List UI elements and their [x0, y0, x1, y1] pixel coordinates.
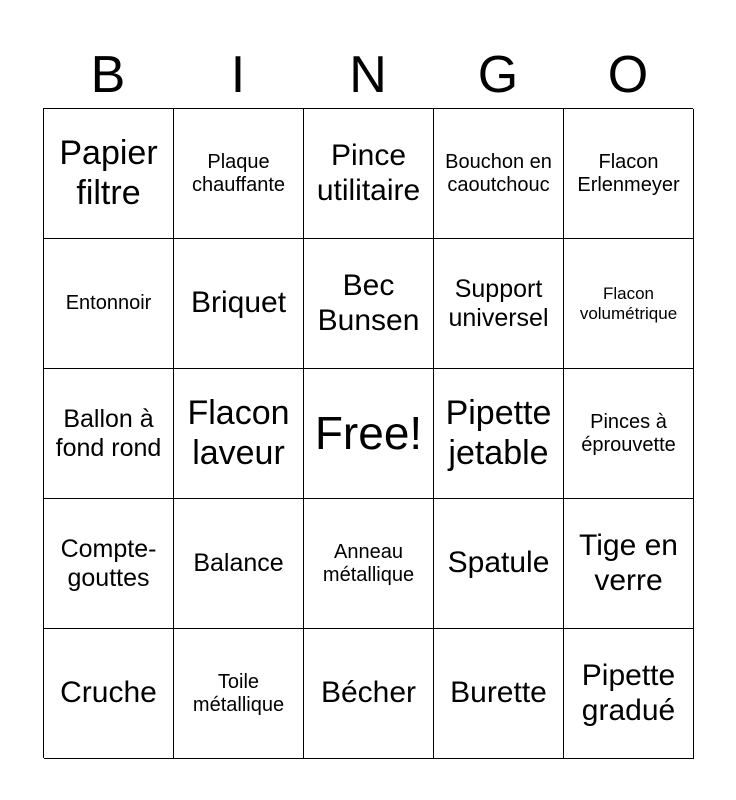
cell-label: Ballon à fond rond: [55, 404, 162, 462]
bingo-cell-1-5[interactable]: [564, 109, 694, 239]
bingo-cell-4-3[interactable]: [304, 499, 434, 629]
cell-label: Pipette jetable: [445, 394, 552, 472]
cell-label: Papier filtre: [59, 134, 158, 212]
cell-label: Pinces à éprouvette: [581, 410, 676, 456]
bingo-cell-2-5[interactable]: [564, 239, 694, 369]
bingo-cell-1-2[interactable]: [174, 109, 304, 239]
bingo-cell-5-3[interactable]: [304, 629, 434, 759]
cell-label: Bec Bunsen: [317, 269, 420, 337]
bingo-cell-2-2[interactable]: [174, 239, 304, 369]
bingo-cell-2-3[interactable]: [304, 239, 434, 369]
header-letter-b: B: [90, 46, 126, 104]
bingo-cell-3-3[interactable]: [304, 369, 434, 499]
cell-label: Burette: [450, 676, 547, 710]
bingo-cell-5-2[interactable]: [174, 629, 304, 759]
cell-label: Briquet: [190, 286, 287, 320]
free-space-label: Free!: [314, 407, 423, 460]
bingo-cell-5-5[interactable]: [564, 629, 694, 759]
bingo-cell-5-1[interactable]: [44, 629, 174, 759]
bingo-cell-5-4[interactable]: [434, 629, 564, 759]
bingo-cell-4-4[interactable]: [434, 499, 564, 629]
header-letter-o: O: [607, 46, 649, 104]
cell-label: Compte-gouttes: [60, 534, 157, 592]
header-letter-i: I: [230, 46, 246, 104]
bingo-cell-1-3[interactable]: [304, 109, 434, 239]
cell-label: Tige en verre: [579, 529, 678, 597]
cell-label: Cruche: [60, 676, 157, 710]
cell-label: Toile métallique: [192, 670, 285, 716]
bingo-cell-3-4[interactable]: [434, 369, 564, 499]
cell-label: Flacon Erlenmeyer: [577, 150, 680, 196]
bingo-cell-4-5[interactable]: [564, 499, 694, 629]
bingo-cell-3-2[interactable]: [174, 369, 304, 499]
cell-label: Pince utilitaire: [316, 139, 421, 207]
bingo-cell-2-4[interactable]: [434, 239, 564, 369]
cell-label: Spatule: [447, 546, 550, 580]
bingo-cell-4-1[interactable]: [44, 499, 174, 629]
cell-label: Bouchon en caoutchouc: [445, 150, 552, 196]
cell-label: Balance: [193, 549, 284, 578]
bingo-cell-1-4[interactable]: [434, 109, 564, 239]
bingo-cell-1-1[interactable]: [44, 109, 174, 239]
header-letter-g: G: [477, 46, 519, 104]
cell-label: Support universel: [448, 274, 549, 332]
bingo-cell-3-1[interactable]: [44, 369, 174, 499]
bingo-cell-3-5[interactable]: [564, 369, 694, 499]
bingo-header: [43, 42, 693, 108]
cell-label: Flacon laveur: [187, 394, 290, 472]
cell-label: Entonnoir: [65, 292, 152, 314]
bingo-board: [43, 108, 693, 758]
bingo-cell-4-2[interactable]: [174, 499, 304, 629]
cell-label: Anneau métallique: [322, 540, 415, 586]
cell-label: Bécher: [320, 676, 417, 710]
cell-label: Pipette gradué: [581, 659, 676, 727]
bingo-cell-2-1[interactable]: [44, 239, 174, 369]
cell-label: Flacon volumétrique: [579, 283, 678, 323]
cell-label: Plaque chauffante: [191, 150, 286, 196]
header-letter-n: N: [349, 46, 387, 104]
